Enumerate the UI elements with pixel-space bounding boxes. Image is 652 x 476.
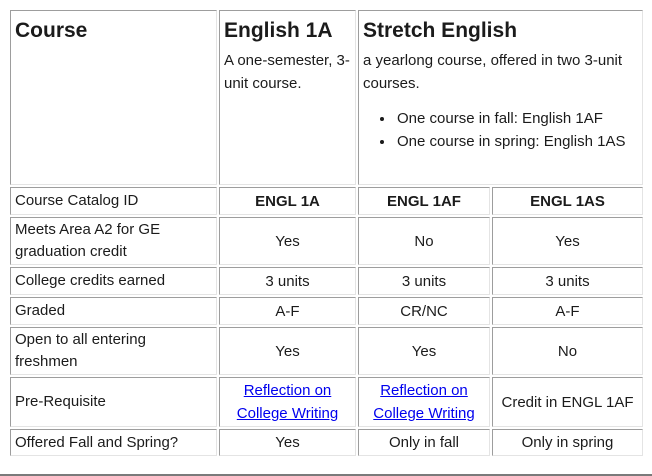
english-1a-description: A one-semester, 3-unit course. (224, 52, 350, 92)
row-label: Pre-Requisite (10, 377, 217, 427)
value-cell: Yes (219, 327, 356, 375)
table-header-row (10, 10, 643, 185)
value-cell: 3 units (492, 267, 643, 295)
table-row (10, 217, 643, 265)
header-cell-stretch-english (358, 10, 643, 185)
table-row (10, 429, 643, 456)
row-label: Meets Area A2 for GE graduation credit (10, 217, 217, 265)
value-cell: CR/NC (358, 297, 490, 325)
course-comparison-table (8, 8, 645, 458)
table-row (10, 377, 643, 427)
bullet-spring-course: • One course in spring: English 1AS (395, 130, 638, 153)
value-cell: Yes (492, 217, 643, 265)
course-column-title: Course (15, 19, 88, 42)
value-cell: ENGL 1AS (492, 187, 643, 215)
value-cell (358, 377, 490, 427)
value-cell: 3 units (358, 267, 490, 295)
stretch-english-description: a yearlong course, offered in two 3-unit courses. (363, 52, 623, 92)
value-cell: A-F (492, 297, 643, 325)
header-cell-course (10, 10, 217, 185)
value-cell: Only in spring (492, 429, 643, 456)
value-cell: ENGL 1A (219, 187, 356, 215)
table-row (10, 297, 643, 325)
table-row (10, 267, 643, 295)
page (0, 8, 652, 476)
value-cell: Only in fall (358, 429, 490, 456)
value-cell: No (492, 327, 643, 375)
row-label: Offered Fall and Spring? (10, 429, 217, 456)
value-cell: Yes (358, 327, 490, 375)
value-cell: 3 units (219, 267, 356, 295)
value-cell: ENGL 1AF (358, 187, 490, 215)
prerequisite-link[interactable]: Reflection on College Writing (373, 382, 475, 422)
table-row (10, 187, 643, 215)
value-cell: Yes (219, 429, 356, 456)
value-cell: A-F (219, 297, 356, 325)
prerequisite-link[interactable]: Reflection on College Writing (236, 382, 339, 422)
table-row (10, 327, 643, 375)
stretch-english-title: Stretch English (363, 19, 518, 42)
value-cell: Yes (219, 217, 356, 265)
stretch-english-bullet-list (363, 107, 638, 153)
row-label: Open to all entering freshmen (10, 327, 217, 375)
row-label: Graded (10, 297, 217, 325)
bullet-fall-course: • One course in fall: English 1AF (395, 107, 638, 130)
header-cell-english-1a (219, 10, 356, 185)
value-cell (219, 377, 356, 427)
row-label: College credits earned (10, 267, 217, 295)
value-cell: Credit in ENGL 1AF (492, 377, 643, 427)
value-cell: No (358, 217, 490, 265)
english-1a-title: English 1A (224, 19, 333, 42)
row-label: Course Catalog ID (10, 187, 217, 215)
